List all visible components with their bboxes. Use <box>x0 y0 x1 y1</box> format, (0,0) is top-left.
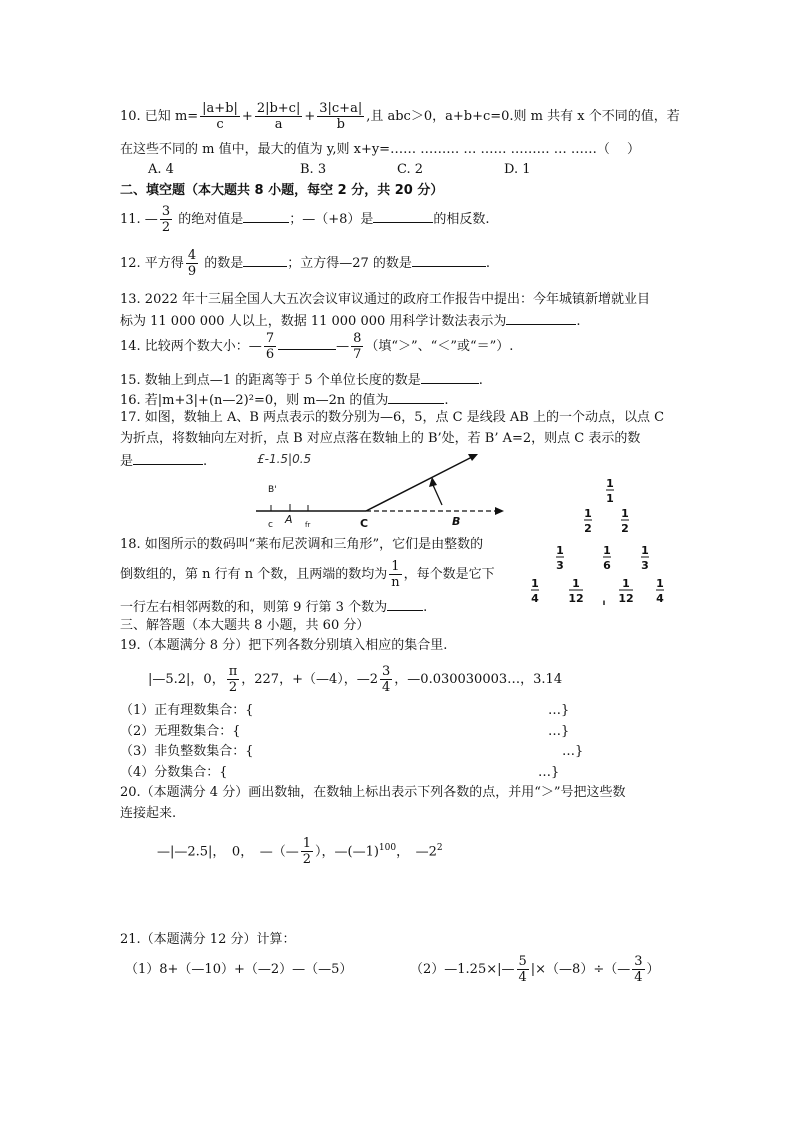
q18-line1: 18. 如图所示的数码叫“莱布尼茨调和三角形”，它们是由整数的 <box>120 537 484 552</box>
triangle-row-2 <box>584 507 629 535</box>
q17-line3: 是 . <box>120 454 208 469</box>
q17-line1: 17. 如图，数轴上 A、B 两点表示的数分别为—6，5，点 C 是线段 AB 上的一个动点，以点 C <box>120 410 665 425</box>
q10-line1: 10. 已知 m= $\frac{|a+b|}{c}$ + $\frac{2|b+c|}{a}$ + $\frac{3|c+a|}{b}$ ,且 abc＞0，a+b+c=0.则 m 共有 x 个不同的值，若 <box>120 101 680 132</box>
q10-line2: 在这些不同的 m 值中，最大的值为 y,则 x+y=…… ……… … …… ……… … ……（ ） <box>120 142 640 157</box>
svg-text:6: 6 <box>603 559 611 572</box>
triangle-row-3 <box>556 544 649 572</box>
q13-blank[interactable] <box>506 312 576 325</box>
q10-option-d: D. 1 <box>504 162 531 177</box>
q19-set-3: （3）非负整数集合：{ <box>120 744 254 759</box>
q19-set-4: （4）分数集合：{ <box>120 765 228 780</box>
triangle-cell: 1 <box>531 577 539 590</box>
triangle-cell: 1 <box>621 507 629 520</box>
triangle-cell: 1 <box>641 544 649 557</box>
svg-text:3: 3 <box>556 559 564 572</box>
triangle-cell: 1 <box>603 544 611 557</box>
q16-blank[interactable] <box>388 391 444 404</box>
q11-blank-2[interactable] <box>373 210 433 223</box>
q19-pi-frac: $\frac{\pi}{2}$ <box>228 664 238 695</box>
svg-text:ı: ı <box>602 598 606 607</box>
q20-line1: 20.（本题满分 4 分）画出数轴，在数轴上标出表示下列各数的点，并用“＞”号把这些数 <box>120 785 626 800</box>
q17-figure-note: £-1.5|0.5 <box>257 452 312 466</box>
q14-frac-2: $\frac{8}{7}$ <box>353 331 362 362</box>
q21-title: 21.（本题满分 12 分）计算： <box>120 932 296 947</box>
svg-text:12: 12 <box>568 592 584 605</box>
triangle-cell: 1 <box>572 577 580 590</box>
triangle-cell: 1 <box>656 577 664 590</box>
q20-numbers: —|—2.5|， 0， —（— $\frac{1}{2}$ ），—(—1)$^{100}$， $—2^2$ <box>157 836 443 868</box>
svg-text:2: 2 <box>584 522 592 535</box>
q10-frac3: $\frac{3|c+a|}{b}$ <box>319 101 363 132</box>
q19-numbers: |—5.2|，0， $\frac{\pi}{2}$ ，227，+（—4），—2 $\frac{3}{4}$ ，—0.030030003…，3.14 <box>148 664 563 695</box>
q18-blank[interactable] <box>387 598 423 611</box>
triangle-cell: 1 <box>584 507 592 520</box>
leibniz-triangle-figure <box>520 475 680 615</box>
q17-point-c: C <box>360 517 369 530</box>
q18-frac: $\frac{1}{n}$ <box>391 559 400 590</box>
q17-point-a: A <box>285 513 293 526</box>
arrow-right-icon <box>495 507 504 515</box>
q11-blank-1[interactable] <box>243 210 289 223</box>
q12: 12. 平方得 $\frac{4}{9}$ 的数是 ；立方得—27 的数是 . <box>120 248 491 279</box>
q17-fold-arrow <box>433 485 442 505</box>
q19-mixed-frac: $\frac{3}{4}$ <box>382 664 391 695</box>
q15-blank[interactable] <box>421 371 479 384</box>
svg-text:3: 3 <box>641 559 649 572</box>
q18-line3: 一行左右相邻两数的和，则第 9 行第 3 个数为 . <box>120 600 428 615</box>
q19-set-1: （1）正有理数集合：{ <box>120 703 254 718</box>
svg-text:1: 1 <box>606 492 614 505</box>
q12-frac: $\frac{4}{9}$ <box>187 248 197 279</box>
q12-blank-1[interactable] <box>243 254 287 267</box>
q21-frac-2: $\frac{3}{4}$ <box>634 954 643 985</box>
q10-option-a: A. 4 <box>148 162 174 177</box>
q17-point-bprime: B' <box>268 485 277 495</box>
q19-set-2-end: …} <box>548 724 570 739</box>
q15: 15. 数轴上到点—1 的距离等于 5 个单位长度的数是 . <box>120 373 483 388</box>
q13-line1: 13. 2022 年十三届全国人大五次会议审议通过的政府工作报告中提出：今年城镇新增就业目 <box>120 292 651 307</box>
q17-point-b: B <box>452 515 461 528</box>
q21-frac-1: $\frac{5}{4}$ <box>518 954 527 985</box>
q17-blank[interactable] <box>133 452 203 465</box>
triangle-row-1 <box>606 477 614 505</box>
q10-prefix: 10. 已知 m= <box>120 109 199 124</box>
q20-line2: 连接起来. <box>120 806 177 821</box>
q17-point-c-small: c <box>268 520 273 530</box>
q12-blank-2[interactable] <box>412 254 486 267</box>
section-2-heading: 二、填空题（本大题共 8 小题，每空 2 分，共 20 分） <box>120 183 444 198</box>
triangle-row-4 <box>531 577 664 607</box>
q20-frac: $\frac{1}{2}$ <box>302 836 311 868</box>
q13-line2: 标为 11 000 000 人以上，数据 11 000 000 用科学计数法表示为 . <box>120 314 581 329</box>
triangle-cell: 1 <box>622 577 630 590</box>
section-3-heading: 三、解答题（本大题共 8 小题，共 60 分） <box>120 618 370 633</box>
q10-option-b: B. 3 <box>300 162 327 177</box>
q19-set-2: （2）无理数集合：{ <box>120 724 241 739</box>
q14: 14. 比较两个数大小：— $\frac{7}{6}$ — $\frac{8}{7}$ （填“＞”、“＜”或“＝”）. <box>120 331 514 362</box>
q18-line2: 倒数组的，第 n 行有 n 个数，且两端的数均为 $\frac{1}{n}$ ，每个数是它下 <box>120 559 495 590</box>
q21-part-1: （1）8+（—10）+（—2）—（—5） <box>125 962 353 977</box>
q10-option-c: C. 2 <box>397 162 424 177</box>
q19-set-1-end: …} <box>548 703 570 718</box>
q17-line2: 为折点，将数轴向左对折，点 B 对应点落在数轴上的 B’处，若 B’ A=2，则点 C 表示的数 <box>120 431 641 446</box>
q17-number-line-figure <box>250 445 510 535</box>
q17-point-fr: fr <box>305 521 311 529</box>
q14-frac-1: $\frac{7}{6}$ <box>265 331 275 362</box>
q11-frac: $\frac{3}{2}$ <box>161 204 171 235</box>
q19-set-3-end: …} <box>562 744 584 759</box>
svg-text:2: 2 <box>621 522 629 535</box>
q16: 16. 若|m+3|+(n—2)²=0，则 m—2n 的值为 . <box>120 393 449 408</box>
q10-frac2: $\frac{2|b+c|}{a}$ <box>256 101 301 132</box>
triangle-cell: 1 <box>556 544 564 557</box>
svg-text:12: 12 <box>618 592 634 605</box>
q10-frac1: $\frac{|a+b|}{c}$ <box>202 101 238 132</box>
q17-folded-axis <box>366 457 472 511</box>
svg-text:4: 4 <box>656 592 664 605</box>
q19-title: 19.（本题满分 8 分）把下列各数分别填入相应的集合里. <box>120 638 448 653</box>
q10-suffix: ,且 abc＞0，a+b+c=0.则 m 共有 x 个不同的值，若 <box>366 109 680 124</box>
q21-part-2: （2）—1.25×|— $\frac{5}{4}$ |×（—8）÷（— $\frac{3}{4}$ ） <box>410 954 660 985</box>
q14-blank[interactable] <box>278 337 336 350</box>
q19-set-4-end: …} <box>538 765 560 780</box>
q11: 11. — $\frac{3}{2}$ 的绝对值是 ；—（+8）是 的相反数. <box>120 204 490 235</box>
svg-text:4: 4 <box>531 592 539 605</box>
triangle-cell: 1 <box>606 477 614 490</box>
